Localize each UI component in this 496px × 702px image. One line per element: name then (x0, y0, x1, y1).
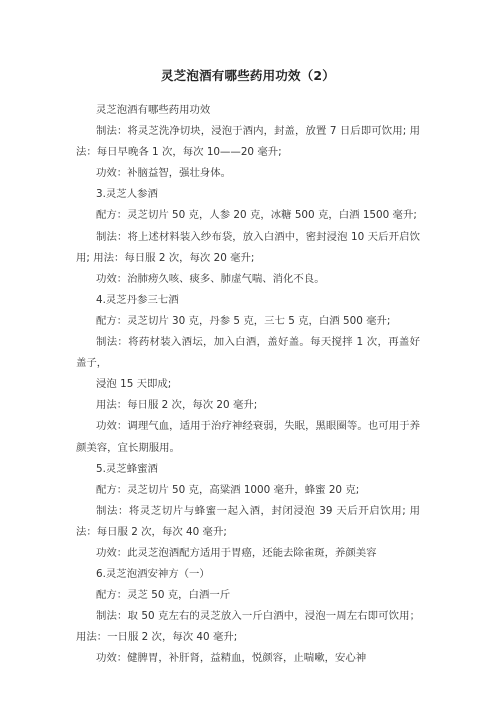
paragraph-effect: 功效：治肺痨久咳、痰多、肺虚气喘、消化不良。 (96, 272, 325, 285)
paragraph-recipe: 配方：灵芝切片 50 克，高粱酒 1000 毫升，蜂蜜 20 克; (96, 483, 360, 496)
paragraph-method: 制法：将药材装入酒坛，加入白酒，盖好盖。每天搅拌 1 次，再盖好盖子， (76, 336, 420, 370)
section-heading: 4.灵芝丹参三七酒 (96, 293, 179, 306)
paragraph-effect: 功效：健脾胃，补肝肾，益精血，悦颜容，止喘嗽，安心神 (96, 652, 367, 665)
paragraph-method-cont: 浸泡 15 天即成; (96, 378, 172, 391)
paragraph-recipe: 配方：灵芝切片 50 克，人参 20 克，冰糖 500 克，白酒 1500 毫升; (96, 209, 417, 222)
paragraph-subtitle: 灵芝泡酒有哪些药用功效 (96, 104, 211, 116)
paragraph-effect: 功效：调理气血，适用于治疗神经衰弱，失眠，黑眼圈等。也可用于养颜美容，宜长期服用。 (76, 420, 420, 454)
document-body (76, 100, 420, 670)
paragraph-method: 制法：将灵芝切片与蜂蜜一起入酒，封闭浸泡 39 天后开启饮用; 用法：每日服 2 次，每次 40 毫升; (76, 504, 420, 538)
section-heading: 3.灵芝人参酒 (96, 188, 158, 201)
paragraph-effect: 功效：此灵芝泡酒配方适用于胃癌，还能去除雀斑，养颜美容 (96, 546, 377, 559)
paragraph-recipe: 配方：灵芝切片 30 克，丹参 5 克，三七 5 克，白酒 500 毫升; (96, 314, 391, 327)
document-title: 灵芝泡酒有哪些药用功效（2） (161, 68, 335, 83)
paragraph-effect: 功效：补脑益智，强壮身体。 (96, 167, 232, 180)
paragraph-method: 制法：将灵芝洗净切块，浸泡于酒内，封盖，放置 7 日后即可饮用; 用法：每日早晚各 1 次，每次 10——20 毫升; (76, 125, 420, 159)
paragraph-usage: 用法：每日服 2 次，每次 20 毫升; (96, 399, 258, 412)
paragraph-recipe: 配方：灵芝 50 克，白酒一斤 (96, 589, 231, 602)
paragraph-method: 制法：将上述材料装入纱布袋，放入白酒中，密封浸泡 10 天后开启饮用; 用法：每日服 2 次，每次 20 毫升; (76, 230, 420, 264)
section-heading: 5.灵芝蜂蜜酒 (96, 462, 158, 475)
section-heading: 6.灵芝泡酒安神方（一） (96, 568, 210, 581)
paragraph-method: 制法：取 50 克左右的灵芝放入一斤白酒中，浸泡一周左右即可饮用； 用法：一日服 2 次，每次 40 毫升; (76, 610, 420, 644)
